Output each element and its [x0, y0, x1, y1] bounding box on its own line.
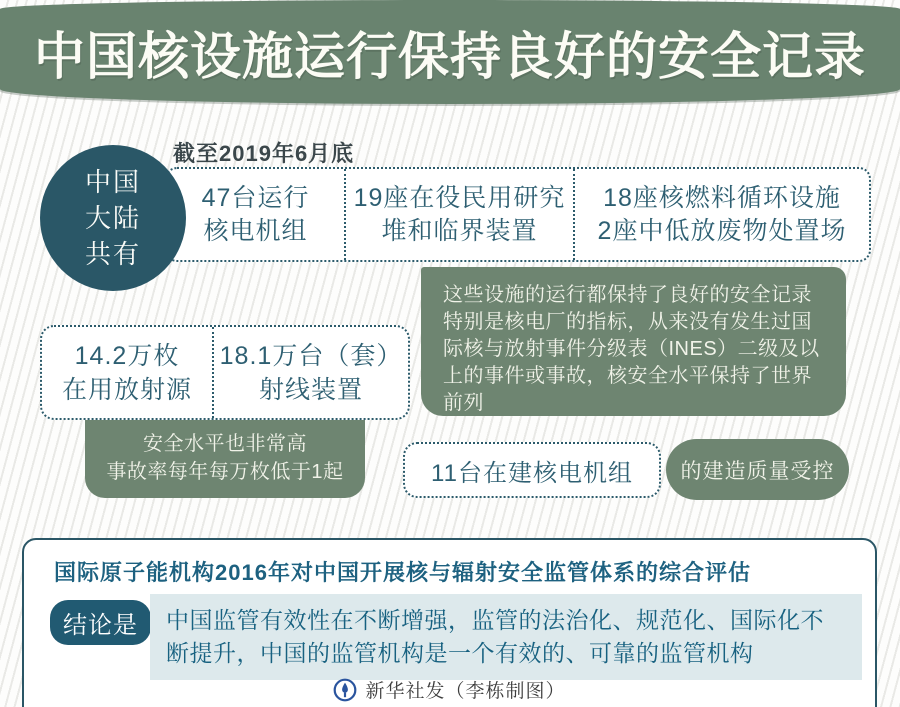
stat-line: 堆和临界装置 [381, 216, 538, 245]
radiation-stats-row [40, 325, 410, 420]
stat-line: 射线装置 [258, 375, 363, 404]
circle-line-2: 大陆 [84, 203, 141, 233]
circle-line-3: 共有 [84, 239, 141, 269]
note-line-2: 事故率每年每万枚低于1起 [106, 461, 344, 483]
note-rest: 特别是核电厂的指标，从来没有发生过国际核与放射事件分级表（INES）二级及以上的事件或事故，核安全水平保持了世界前列 [443, 311, 820, 414]
construction-quality-tag: 的建造质量受控 [666, 439, 849, 500]
stat-under-construction: 11台在建核电机组 [403, 442, 661, 498]
facilities-safety-note [421, 267, 846, 416]
total-circle [40, 145, 186, 291]
as-of-date: 截至2019年6月底 [173, 141, 355, 166]
conclusion-label: 结论是 [50, 600, 151, 645]
circle-line-1: 中国 [84, 167, 141, 197]
xinhua-logo-icon [333, 678, 357, 702]
stat-line: 在用放射源 [61, 375, 192, 404]
stat-line: 2座中低放废物处置场 [597, 216, 847, 245]
facility-stats-row [165, 167, 871, 262]
credit-text: 新华社发（李栋制图） [365, 681, 566, 702]
conclusion-text: 中国监管有效性在不断增强，监管的法治化、规范化、国际化不断提升，中国的监管机构是一个有效的、可靠的监管机构 [150, 594, 862, 680]
stat-line: 14.2万枚 [74, 341, 180, 370]
assessment-title: 国际原子能机构2016年对中国开展核与辐射安全监管体系的综合评估 [54, 560, 751, 585]
stat-research-reactors [344, 169, 573, 260]
stat-nuclear-units [167, 169, 344, 260]
stat-radioactive-sources [42, 327, 212, 418]
title-banner [0, 0, 900, 104]
stat-ray-devices [212, 327, 408, 418]
stat-line: 核电机组 [203, 216, 308, 245]
stat-line: 47台运行 [201, 183, 310, 212]
stat-fuel-cycle [573, 169, 869, 260]
stat-line: 19座在役民用研究 [353, 183, 566, 212]
note-line-1: 安全水平也非常高 [143, 433, 307, 455]
stat-line: 18座核燃料循环设施 [603, 183, 841, 212]
stat-line: 18.1万台（套） [219, 341, 403, 370]
page-title: 中国核设施运行保持良好的安全记录 [33, 28, 866, 85]
credit-line [24, 676, 875, 703]
sources-safety-note [85, 418, 365, 498]
note-line-1: 这些设施的运行都保持了良好的安全记录 [443, 284, 812, 306]
assessment-panel [22, 538, 877, 707]
